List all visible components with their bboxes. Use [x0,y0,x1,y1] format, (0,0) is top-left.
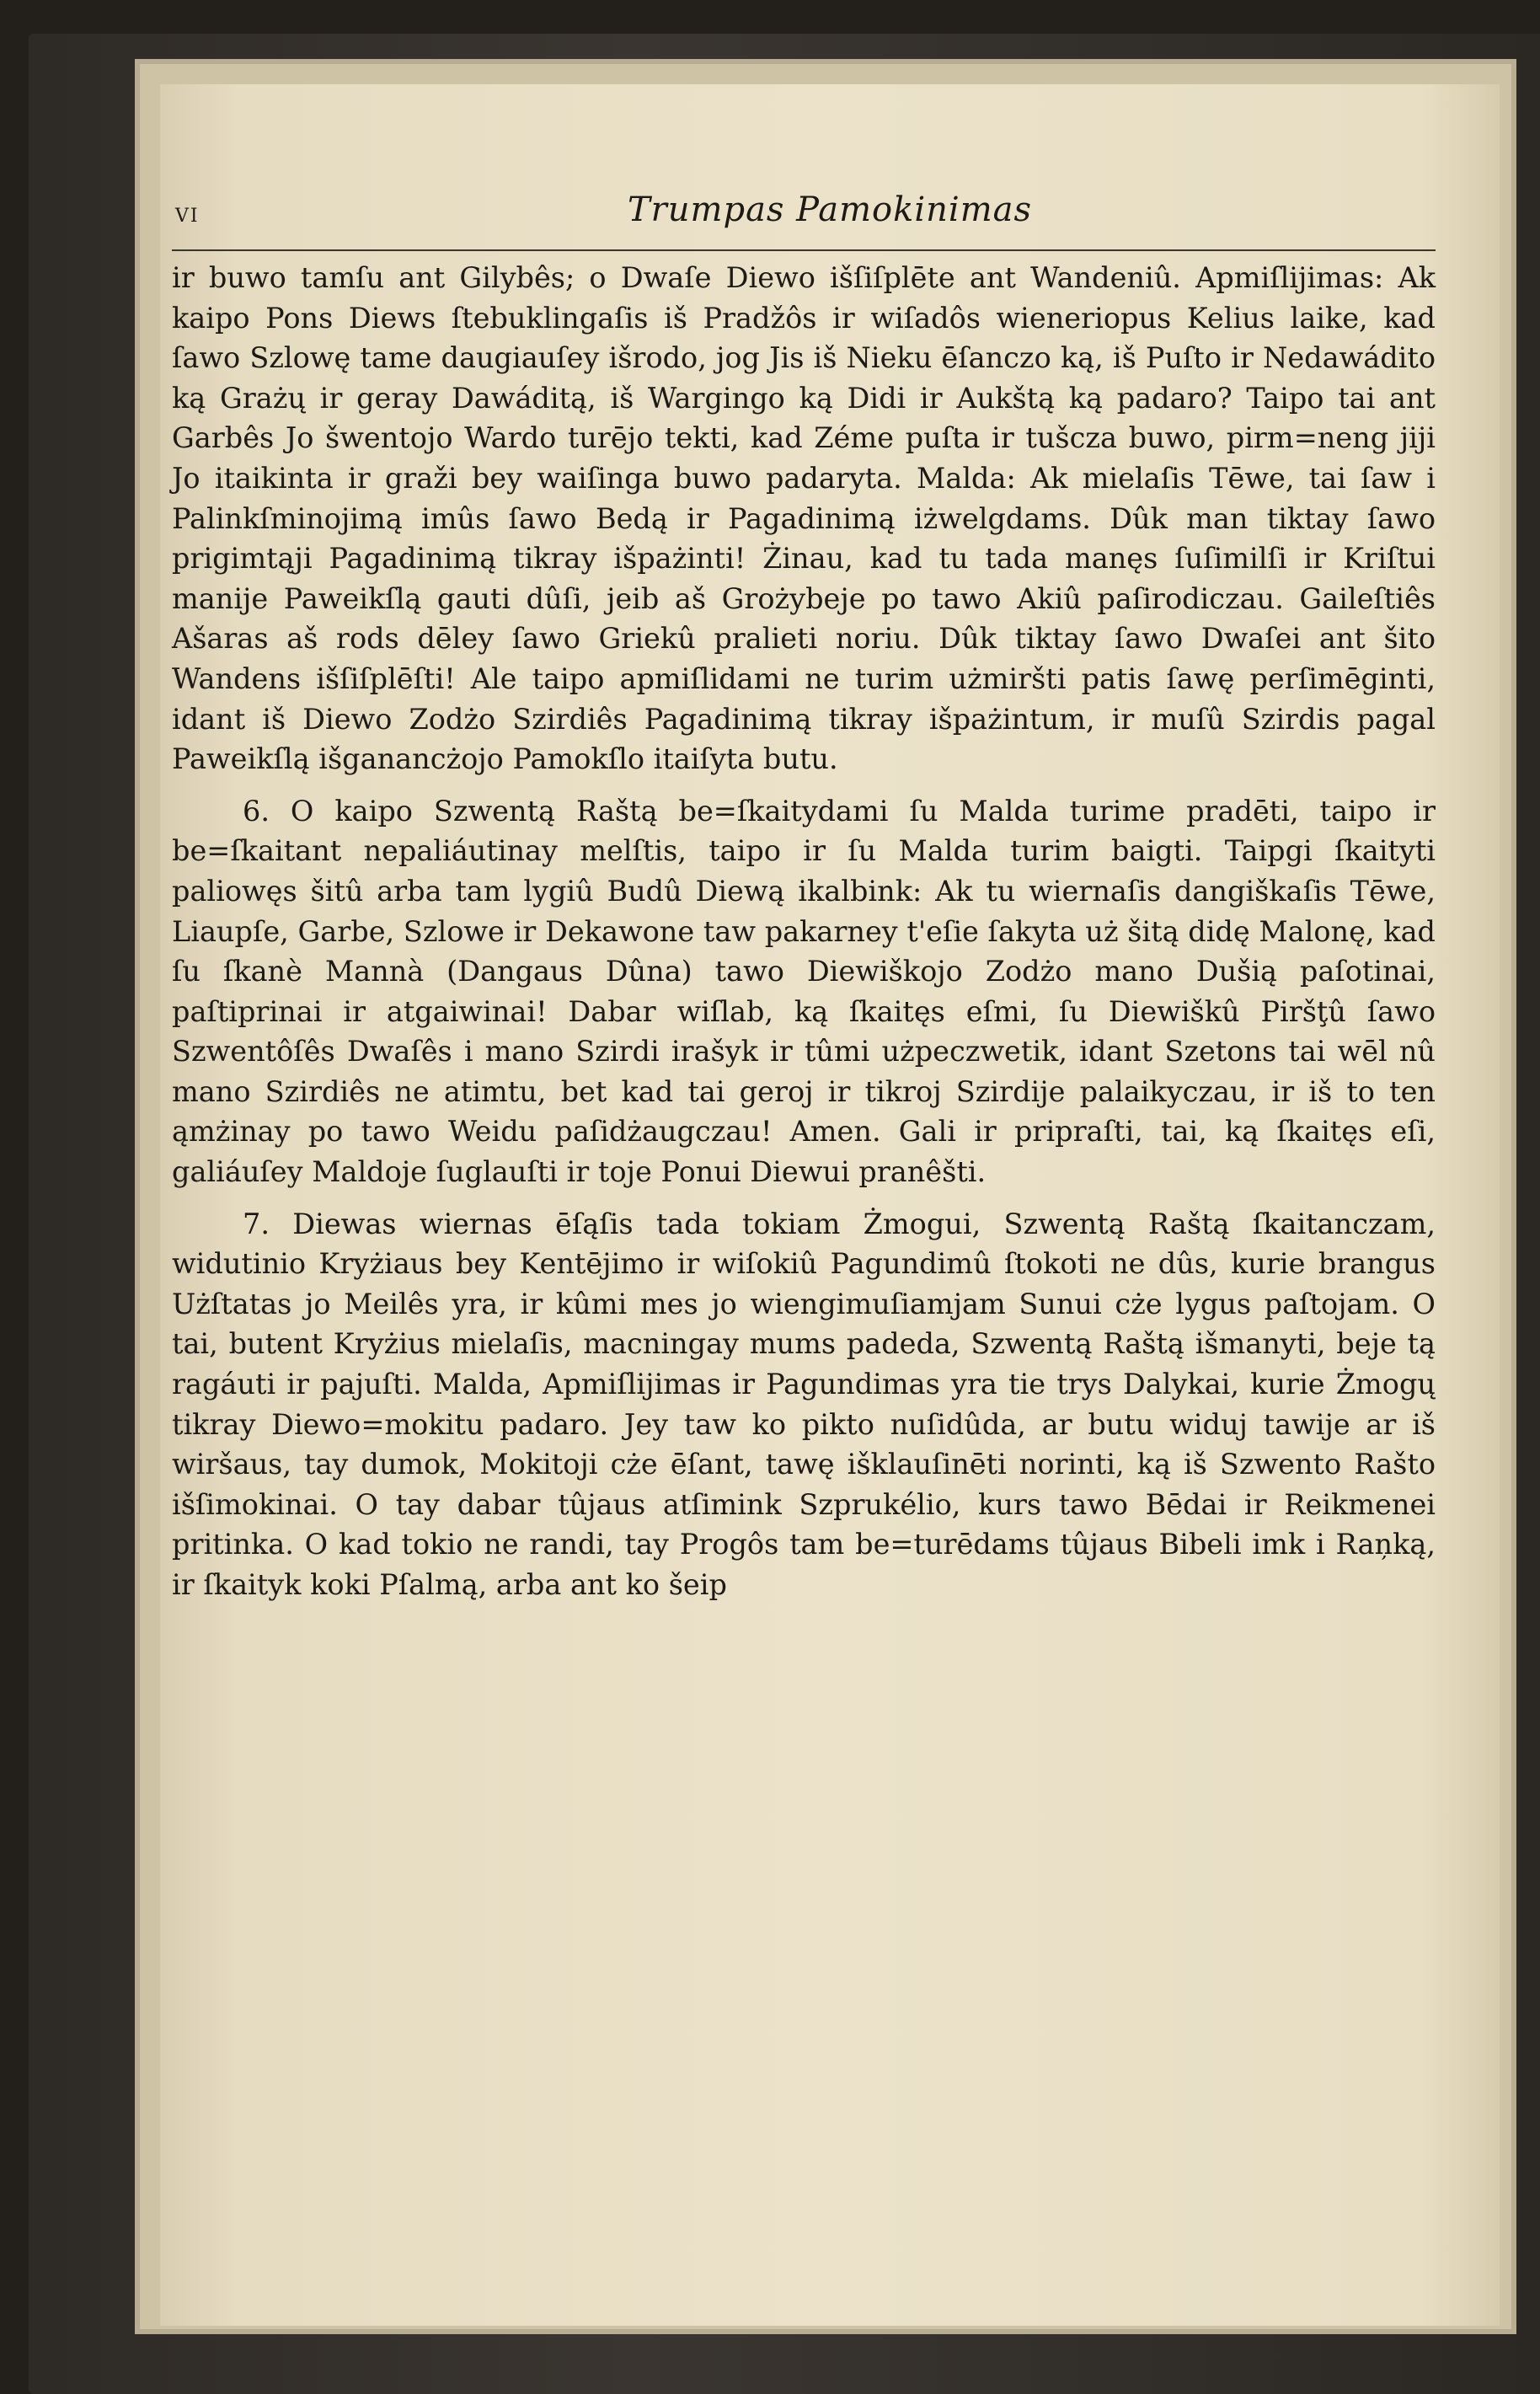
paragraph: 6. O kaipo Szwentą Raštą be=ſkaitydami ſu Malda turime pradēti, taipo ir be=ſkaitant nepaliáutinay melſtis, taipo ir ſu Malda turim baigti. Taipgi ſkaityti paliowęs šitû arba tam lygiû Budû Diewą ikalbink: Ak tu wiernaſis dangiškaſis Tēwe, Liaupſe, Garbe, Szlowe ir Dekawone taw pakarney t'eſie ſakyta uż šitą didę Malonę, kad ſu ſkanè Mannà (Dangaus Dûna) tawo Diewiškojo Zodżo mano Dušią paſotinai, paſtiprinai ir atgaiwinai! Dabar wiſlab, ką ſkaitęs eſmi, ſu Diewiškû Piršţû ſawo Szwentôſês Dwaſês i mano Szirdi irašyk ir tûmi użpeczwetik, idant Szetons tai wēl nû mano Szirdiês ne atimtu, bet kad tai geroj ir tikroj Szirdije palaikyczau, ir iš to ten ąmżinay po tawo Weidu paſidżaugczau! Amen. Gali ir pripraſti, tai, ką ſkaitęs eſi, galiáuſey Maldoje ſuglauſti ir toje Ponui Diewui pranêšti. [172,794,1436,1189]
page-title: Trumpas Pamokinimas [627,190,1033,229]
header-rule [172,249,1436,251]
page-number: VI [175,206,200,227]
book-page [160,84,1500,2326]
paragraph: ir buwo tamſu ant Gilybês; o Dwaſe Diewo išſiſplēte ant Wandeniû. Apmiſlijimas: Ak kaipo Pons Diews ſtebuklingaſis iš Pradžôs ir wiſadôs wieneriopus Kelius laike, kad ſawo Szlowę tame daugiauſey išrodo, jog Jis iš Nieku ēſanczo ką, iš Puſto ir Nedawádito ką Grażų ir geray Dawáditą, iš Wargingo ką Didi ir Aukštą ką padaro? Taipo tai ant Garbês Jo šwentojo Wardo turējo tekti, kad Zéme puſta ir tušcza buwo, pirm=neng jiji Jo itaikinta ir graži bey waiſinga buwo padaryta. Malda: Ak mielaſis Tēwe, tai ſaw i Palinkſminojimą imûs ſawo Bedą ir Pagadinimą iżwelgdams. Dûk man tiktay ſawo prigimtąji Pagadinimą tikray išpażinti! Żinau, kad tu tada manęs ſuſimilſi ir Kriſtui manije Paweikſlą gauti dûſi, jeib aš Grożybeje po tawo Akiû paſirodiczau. Gaileſtiês Ašaras aš rods dēley ſawo Griekû pralieti noriu. Dûk tiktay ſawo Dwaſei ant šito Wandens išſiſplēſti! Ale taipo apmiſlidami ne turim użmiršti patis ſawę perſimēginti, idant iš Diewo Zodżo Szirdiês Pagadinimą tikray išpażintum, ir muſû Szirdis pagal Paweikſlą išganancżojo Pamokſlo itaiſyta butu. [172,261,1436,776]
paragraph: 7. Diewas wiernas ēſąſis tada tokiam Żmogui, Szwentą Raštą ſkaitanczam, widutinio Kryżiaus bey Kentējimo ir wiſokiû Pagundimû ſtokoti ne dûs, kurie brangus Użſtatas jo Meilês yra, ir kûmi mes jo wiengimuſiamjam Sunui cże lygus paſtojam. O tai, butent Kryżius mielaſis, macningay mums padeda, Szwentą Raštą išmanyti, beje tą ragáuti ir pajuſti. Malda, Apmiſlijimas ir Pagundimas yra tie trys Dalykai, kurie Żmogų tikray Diewo=mokitu padaro. Jey taw ko pikto nuſidûda, ar butu widuj tawije ar iš wiršaus, tay dumok, Mokitoji cże ēſant, tawę išklauſinēti norinti, ką iš Szwento Rašto išſimokinai. O tay dabar tûjaus atſimink Szprukélio, kurs tawo Bēdai ir Reikmenei pritinka. O kad tokio ne randi, tay Progôs tam be=turēdams tûjaus Bibeli imk i Raņką, ir ſkaityk koki Pſalmą, arba ant ko šeip [172,1207,1436,1601]
running-head [160,190,1500,241]
body-text [172,258,1436,1605]
